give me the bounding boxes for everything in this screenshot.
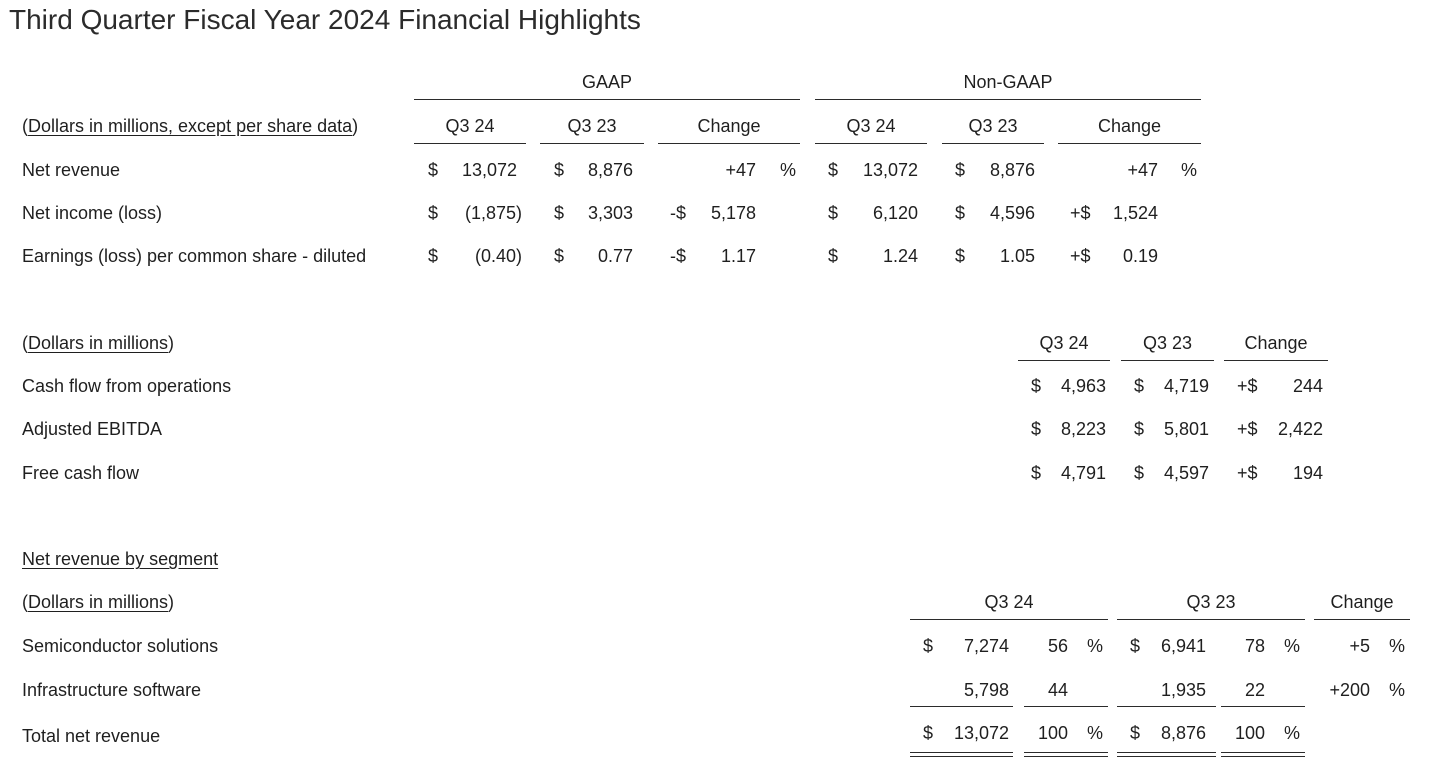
q3-23-value: 1,935: [1160, 680, 1206, 700]
column-rule: [1314, 619, 1410, 620]
percent-sign: %: [1389, 680, 1406, 700]
percent-sign: %: [1284, 636, 1301, 656]
column-rule: [540, 143, 644, 144]
currency-symbol: $: [1031, 376, 1042, 396]
column-rule: [1058, 143, 1201, 144]
currency-symbol: $: [1130, 636, 1141, 656]
change-value: 194: [1292, 463, 1323, 483]
q3-24-value: 5,798: [963, 680, 1009, 700]
row-label: Infrastructure software: [22, 680, 202, 700]
change-value: +5: [1349, 636, 1370, 656]
total-double-rule: [1117, 752, 1216, 757]
nongaap-q3-23-value: 1.05: [999, 246, 1035, 266]
gaap-q3-24-value: 13,072: [461, 160, 517, 180]
currency-symbol: $: [1031, 419, 1042, 439]
gaap-group-header: GAAP: [581, 72, 633, 92]
column-header-gaap-q3-23: Q3 23: [567, 116, 617, 136]
subtotal-rule: [1221, 706, 1305, 707]
gaap-q3-23-value: 3,303: [587, 203, 633, 223]
currency-symbol: $: [1031, 463, 1042, 483]
nongaap-group-header: Non-GAAP: [963, 72, 1053, 92]
column-header-nongaap-q3-23: Q3 23: [968, 116, 1018, 136]
q3-24-value: 13,072: [953, 723, 1009, 743]
q3-23-value: 4,719: [1163, 376, 1209, 396]
gaap-q3-24-value: (0.40): [474, 246, 522, 266]
q3-24-value: 7,274: [963, 636, 1009, 656]
currency-symbol: $: [554, 160, 565, 180]
nongaap-q3-23-value: 4,596: [989, 203, 1035, 223]
row-label: Free cash flow: [22, 463, 140, 483]
currency-symbol: $: [828, 246, 839, 266]
nongaap-q3-24-value: 6,120: [872, 203, 918, 223]
currency-symbol: $: [1130, 723, 1141, 743]
currency-symbol: $: [828, 203, 839, 223]
currency-symbol: $: [923, 723, 934, 743]
percent-sign: %: [1284, 723, 1301, 743]
q3-23-value: 5,801: [1163, 419, 1209, 439]
currency-symbol: $: [923, 636, 934, 656]
column-header-change: Change: [1244, 333, 1308, 353]
section2-caption: (Dollars in millions): [22, 333, 175, 353]
gaap-change-value: 5,178: [710, 203, 756, 223]
percent-sign: %: [1087, 723, 1104, 743]
q3-23-percent: 22: [1244, 680, 1265, 700]
q3-23-value: 6,941: [1160, 636, 1206, 656]
gaap-q3-23-value: 0.77: [597, 246, 633, 266]
gaap-q3-23-value: 8,876: [587, 160, 633, 180]
currency-symbol: $: [428, 203, 439, 223]
total-double-rule: [910, 752, 1013, 757]
q3-24-percent: 100: [1037, 723, 1068, 743]
nongaap-group-rule: [815, 99, 1201, 100]
column-rule: [658, 143, 800, 144]
q3-24-percent: 44: [1047, 680, 1068, 700]
column-header-nongaap-q3-24: Q3 24: [846, 116, 896, 136]
subtotal-rule: [910, 706, 1013, 707]
q3-24-value: 8,223: [1060, 419, 1106, 439]
currency-symbol: $: [1134, 376, 1145, 396]
column-header-change: Change: [1330, 592, 1394, 612]
nongaap-q3-24-value: 1.24: [882, 246, 918, 266]
column-rule: [1018, 360, 1110, 361]
currency-symbol: $: [955, 203, 966, 223]
column-header-gaap-change: Change: [697, 116, 761, 136]
gaap-change-value: +47: [725, 160, 756, 180]
percent-sign: %: [1087, 636, 1104, 656]
column-header-q3-23: Q3 23: [1142, 333, 1193, 353]
q3-23-value: 4,597: [1163, 463, 1209, 483]
column-rule: [942, 143, 1044, 144]
row-label: Net income (loss): [22, 203, 163, 223]
nongaap-q3-24-value: 13,072: [862, 160, 918, 180]
gaap-group-rule: [414, 99, 800, 100]
row-label: Net revenue: [22, 160, 121, 180]
column-header-q3-23: Q3 23: [1186, 592, 1236, 612]
nongaap-q3-23-value: 8,876: [989, 160, 1035, 180]
section3-caption: (Dollars in millions): [22, 592, 175, 612]
percent-sign: %: [780, 160, 797, 180]
section3-heading: Net revenue by segment: [22, 549, 219, 569]
currency-symbol: $: [428, 246, 439, 266]
currency-symbol: $: [955, 160, 966, 180]
column-header-q3-24: Q3 24: [1039, 333, 1089, 353]
q3-24-percent: 56: [1047, 636, 1068, 656]
change-symbol: -$: [670, 203, 687, 223]
currency-symbol: $: [955, 246, 966, 266]
column-header-nongaap-change: Change: [1097, 116, 1162, 136]
nongaap-change-value: 1,524: [1112, 203, 1158, 223]
nongaap-change-value: 0.19: [1122, 246, 1158, 266]
percent-sign: %: [1181, 160, 1198, 180]
change-value: 2,422: [1277, 419, 1323, 439]
column-rule: [1121, 360, 1214, 361]
column-header-gaap-q3-24: Q3 24: [445, 116, 495, 136]
column-rule: [1224, 360, 1328, 361]
gaap-q3-24-value: (1,875): [464, 203, 522, 223]
row-label: Adjusted EBITDA: [22, 419, 163, 439]
currency-symbol: $: [554, 246, 565, 266]
column-header-q3-24: Q3 24: [984, 592, 1034, 612]
change-symbol: +$: [1237, 419, 1258, 439]
column-rule: [414, 143, 526, 144]
page-title: Third Quarter Fiscal Year 2024 Financial Highlights: [9, 4, 641, 35]
currency-symbol: $: [1134, 463, 1145, 483]
change-symbol: +$: [1070, 246, 1091, 266]
percent-sign: %: [1389, 636, 1406, 656]
change-value: 244: [1292, 376, 1323, 396]
column-rule: [1117, 619, 1305, 620]
currency-symbol: $: [554, 203, 565, 223]
nongaap-change-value: +47: [1127, 160, 1158, 180]
change-symbol: -$: [670, 246, 687, 266]
currency-symbol: $: [428, 160, 439, 180]
q3-23-value: 8,876: [1160, 723, 1206, 743]
row-label: Semiconductor solutions: [22, 636, 219, 656]
change-symbol: +$: [1070, 203, 1091, 223]
q3-24-value: 4,791: [1060, 463, 1106, 483]
change-symbol: +$: [1237, 376, 1258, 396]
subtotal-rule: [1024, 706, 1108, 707]
change-value: +200: [1329, 680, 1370, 700]
section1-caption: (Dollars in millions, except per share data): [22, 116, 359, 136]
subtotal-rule: [1117, 706, 1216, 707]
currency-symbol: $: [828, 160, 839, 180]
q3-24-value: 4,963: [1060, 376, 1106, 396]
row-label: Earnings (loss) per common share - diluted: [22, 246, 367, 266]
row-label: Cash flow from operations: [22, 376, 232, 396]
gaap-change-value: 1.17: [720, 246, 756, 266]
total-double-rule: [1024, 752, 1108, 757]
q3-23-percent: 100: [1234, 723, 1265, 743]
currency-symbol: $: [1134, 419, 1145, 439]
q3-23-percent: 78: [1244, 636, 1265, 656]
column-rule: [910, 619, 1108, 620]
row-label: Total net revenue: [22, 726, 161, 746]
total-double-rule: [1221, 752, 1305, 757]
change-symbol: +$: [1237, 463, 1258, 483]
column-rule: [815, 143, 927, 144]
